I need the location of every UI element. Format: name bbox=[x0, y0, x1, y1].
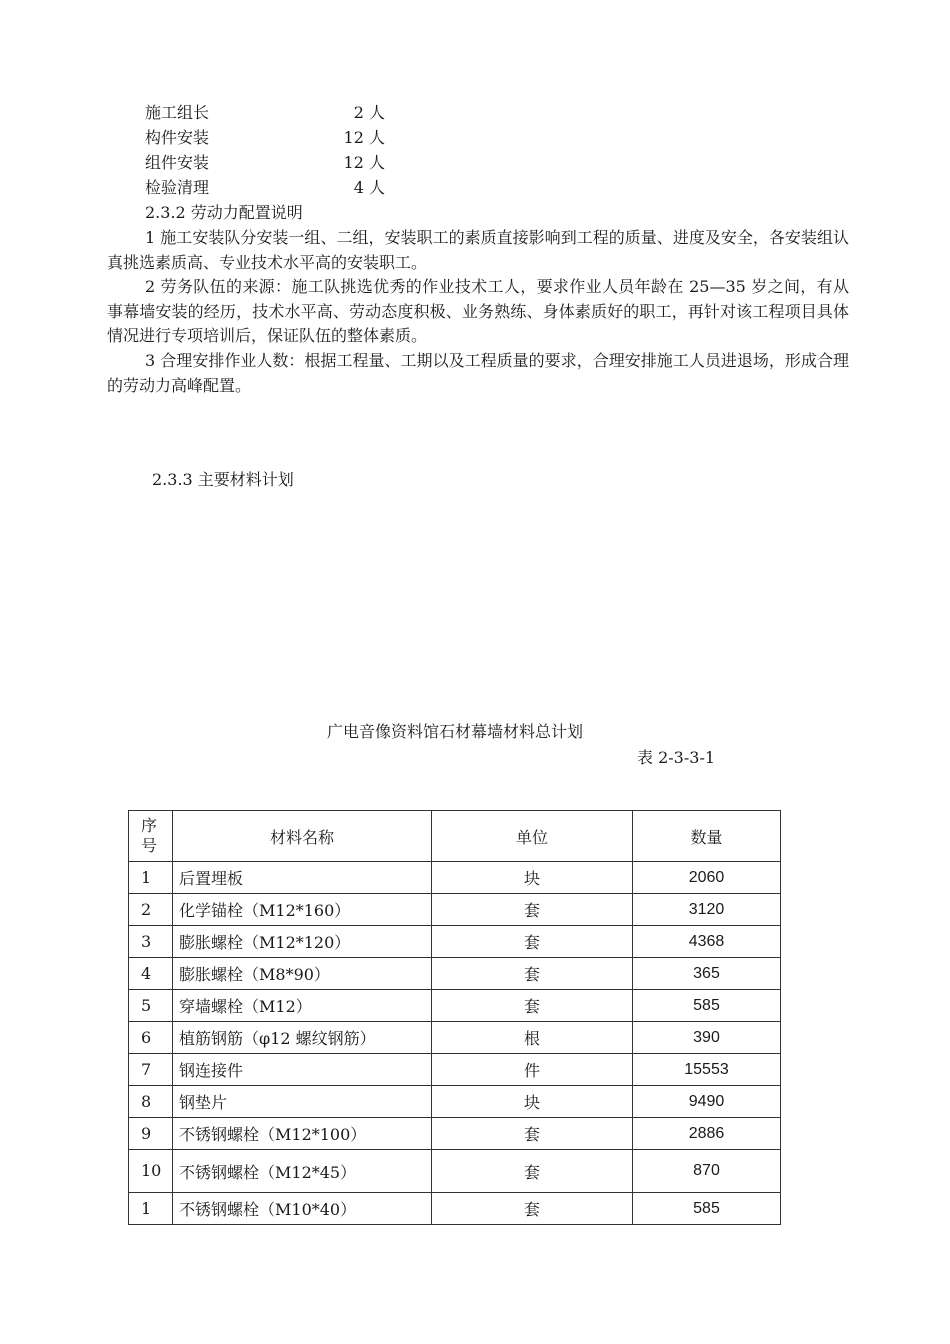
cell-qty: 3120 bbox=[633, 894, 781, 926]
cell-unit: 套 bbox=[432, 926, 633, 958]
cell-qty: 2886 bbox=[633, 1118, 781, 1150]
cell-name: 化学锚栓（M12*160） bbox=[173, 894, 432, 926]
cell-unit: 套 bbox=[432, 894, 633, 926]
cell-unit: 块 bbox=[432, 862, 633, 894]
header-name: 材料名称 bbox=[173, 811, 432, 862]
table-row bbox=[129, 1022, 781, 1054]
paragraph-3: 3 合理安排作业人数：根据工程量、工期以及工程质量的要求，合理安排施工人员进退场，形成合理的劳动力高峰配置。 bbox=[107, 351, 849, 395]
staff-role: 施工组长 bbox=[145, 103, 210, 122]
cell-unit: 套 bbox=[432, 1150, 633, 1193]
paragraph-2: 2 劳务队伍的来源：施工队挑选优秀的作业技术工人，要求作业人员年龄在 25—35 岁之间，有从事幕墙安装的经历，技术水平高、劳动态度积极、业务熟练、身体素质好的职工，再针对该工程项目具体情况进行专项培训后，保证队伍的整体素质。 bbox=[107, 277, 849, 345]
cell-qty: 4368 bbox=[633, 926, 781, 958]
cell-qty: 585 bbox=[633, 990, 781, 1022]
table-row bbox=[129, 990, 781, 1022]
staff-role: 构件安装 bbox=[145, 128, 210, 147]
cell-qty: 870 bbox=[633, 1150, 781, 1193]
cell-name: 不锈钢螺栓（M10*40） bbox=[173, 1193, 432, 1225]
cell-name: 不锈钢螺栓（M12*100） bbox=[173, 1118, 432, 1150]
cell-qty: 585 bbox=[633, 1193, 781, 1225]
table-row bbox=[129, 926, 781, 958]
table-row bbox=[129, 1086, 781, 1118]
header-unit: 单位 bbox=[432, 811, 633, 862]
cell-name: 膨胀螺栓（M8*90） bbox=[173, 958, 432, 990]
header-no: 序号 bbox=[129, 811, 173, 862]
staff-role: 组件安装 bbox=[145, 153, 210, 172]
cell-unit: 套 bbox=[432, 1118, 633, 1150]
cell-qty: 390 bbox=[633, 1022, 781, 1054]
table-row bbox=[129, 1118, 781, 1150]
cell-qty: 9490 bbox=[633, 1086, 781, 1118]
staff-count: 12 人 bbox=[343, 128, 385, 147]
cell-qty: 365 bbox=[633, 958, 781, 990]
header-qty: 数量 bbox=[633, 811, 781, 862]
table-row bbox=[129, 862, 781, 894]
table-row bbox=[129, 958, 781, 990]
cell-name: 膨胀螺栓（M12*120） bbox=[173, 926, 432, 958]
paragraph-1: 1 施工安装队分安装一组、二组，安装职工的素质直接影响到工程的质量、进度及安全，各安装组认真挑选素质高、专业技术水平高的安装职工。 bbox=[107, 228, 849, 272]
table-row bbox=[129, 1054, 781, 1086]
cell-no: 8 bbox=[129, 1086, 173, 1118]
materials-table bbox=[128, 810, 781, 1225]
cell-no: 2 bbox=[129, 894, 173, 926]
cell-name: 植筋钢筋（φ12 螺纹钢筋） bbox=[173, 1022, 432, 1054]
cell-name: 穿墙螺栓（M12） bbox=[173, 990, 432, 1022]
cell-qty: 2060 bbox=[633, 862, 781, 894]
table-number: 表 2-3-3-1 bbox=[637, 748, 716, 767]
cell-unit: 根 bbox=[432, 1022, 633, 1054]
cell-unit: 套 bbox=[432, 958, 633, 990]
table-row bbox=[129, 1150, 781, 1193]
table-header-row bbox=[129, 811, 781, 862]
table-row bbox=[129, 1193, 781, 1225]
cell-unit: 套 bbox=[432, 990, 633, 1022]
cell-no: 10 bbox=[129, 1150, 173, 1193]
cell-unit: 块 bbox=[432, 1086, 633, 1118]
cell-no: 1 bbox=[129, 1193, 173, 1225]
cell-name: 钢连接件 bbox=[173, 1054, 432, 1086]
cell-no: 9 bbox=[129, 1118, 173, 1150]
section-heading-232: 2.3.2 劳动力配置说明 bbox=[145, 203, 303, 222]
table-title: 广电音像资料馆石材幕墙材料总计划 bbox=[326, 722, 583, 741]
section-heading-233: 2.3.3 主要材料计划 bbox=[152, 470, 294, 489]
cell-name: 后置埋板 bbox=[173, 862, 432, 894]
cell-no: 5 bbox=[129, 990, 173, 1022]
cell-qty: 15553 bbox=[633, 1054, 781, 1086]
staff-count: 4 人 bbox=[353, 178, 385, 197]
cell-no: 1 bbox=[129, 862, 173, 894]
cell-no: 7 bbox=[129, 1054, 173, 1086]
cell-name: 钢垫片 bbox=[173, 1086, 432, 1118]
staff-role: 检验清理 bbox=[145, 178, 210, 197]
staff-count: 12 人 bbox=[343, 153, 385, 172]
cell-no: 6 bbox=[129, 1022, 173, 1054]
cell-unit: 件 bbox=[432, 1054, 633, 1086]
cell-no: 4 bbox=[129, 958, 173, 990]
cell-name: 不锈钢螺栓（M12*45） bbox=[173, 1150, 432, 1193]
table-row bbox=[129, 894, 781, 926]
staff-count: 2 人 bbox=[353, 103, 385, 122]
cell-no: 3 bbox=[129, 926, 173, 958]
cell-unit: 套 bbox=[432, 1193, 633, 1225]
